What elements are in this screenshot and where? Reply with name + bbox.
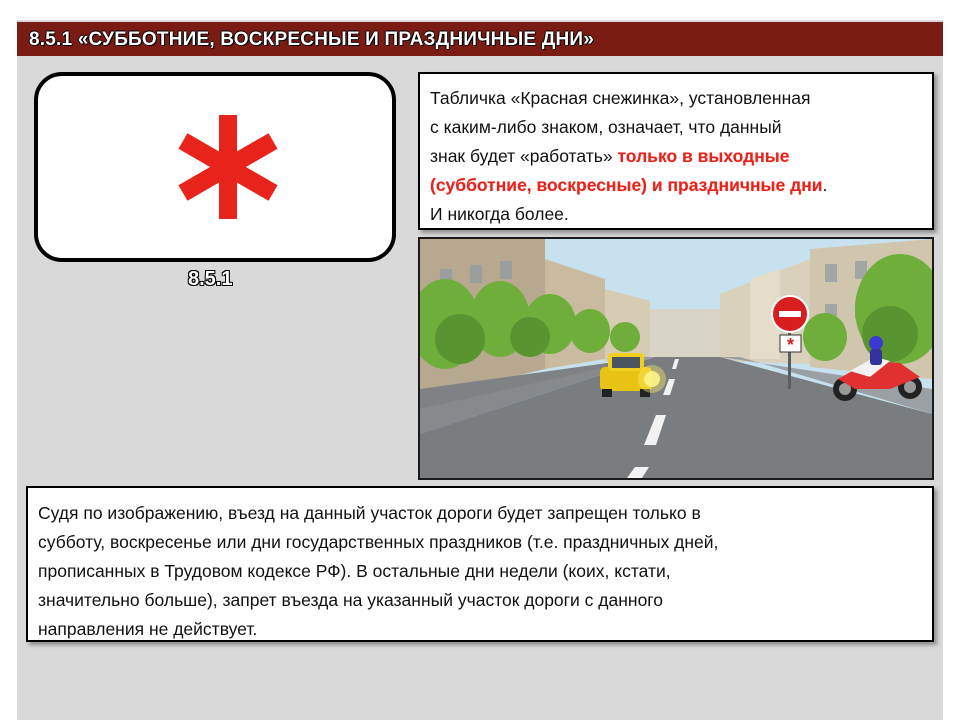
- street-scene-illustration: [418, 237, 934, 480]
- explanation-box: [26, 486, 934, 642]
- distant-building: [650, 309, 720, 359]
- title-bar: [17, 20, 943, 56]
- description-box: [418, 72, 934, 230]
- explanation-line-1: Судя по изображению, въезд на данный участок дороги будет запрещен только в: [38, 503, 701, 523]
- sign-plate-8-5-1: [34, 72, 396, 262]
- explanation-line-5: направления не действует.: [38, 619, 258, 639]
- explanation-line-4: значительно больше), запрет въезда на указанный участок дороги с данного: [38, 590, 664, 610]
- slide-title: 8.5.1 «СУББОТНИЕ, ВОСКРЕСНЫЕ И ПРАЗДНИЧНЫЕ ДНИ»: [29, 29, 595, 50]
- highlight-weekends: только в выходные: [617, 146, 790, 166]
- snowflake-plate-symbol: *: [786, 335, 795, 355]
- description-line-5: И никогда более.: [430, 204, 569, 224]
- sign-code-label: 8.5.1: [188, 268, 233, 290]
- explanation-line-3: прописанных в Трудовом кодексе РФ). В остальные дни недели (коих, кстати,: [38, 561, 671, 581]
- description-period: .: [822, 175, 828, 195]
- description-line-1: Табличка «Красная снежинка», установленная: [430, 88, 811, 108]
- description-line-4: [430, 171, 922, 200]
- red-asterisk-snowflake-icon: [178, 112, 278, 222]
- street-scene-svg: [420, 239, 932, 478]
- highlight-holidays: (субботние, воскресные) и праздничные дни: [430, 175, 823, 195]
- description-line-3-text: знак будет «работать»: [430, 146, 613, 166]
- explanation-line-2: субботу, воскресенье или дни государственных праздников (т.е. праздничных дней,: [38, 532, 719, 552]
- description-line-2: с каким-либо знаком, означает, что данный: [430, 117, 782, 137]
- description-line-3: [430, 142, 922, 171]
